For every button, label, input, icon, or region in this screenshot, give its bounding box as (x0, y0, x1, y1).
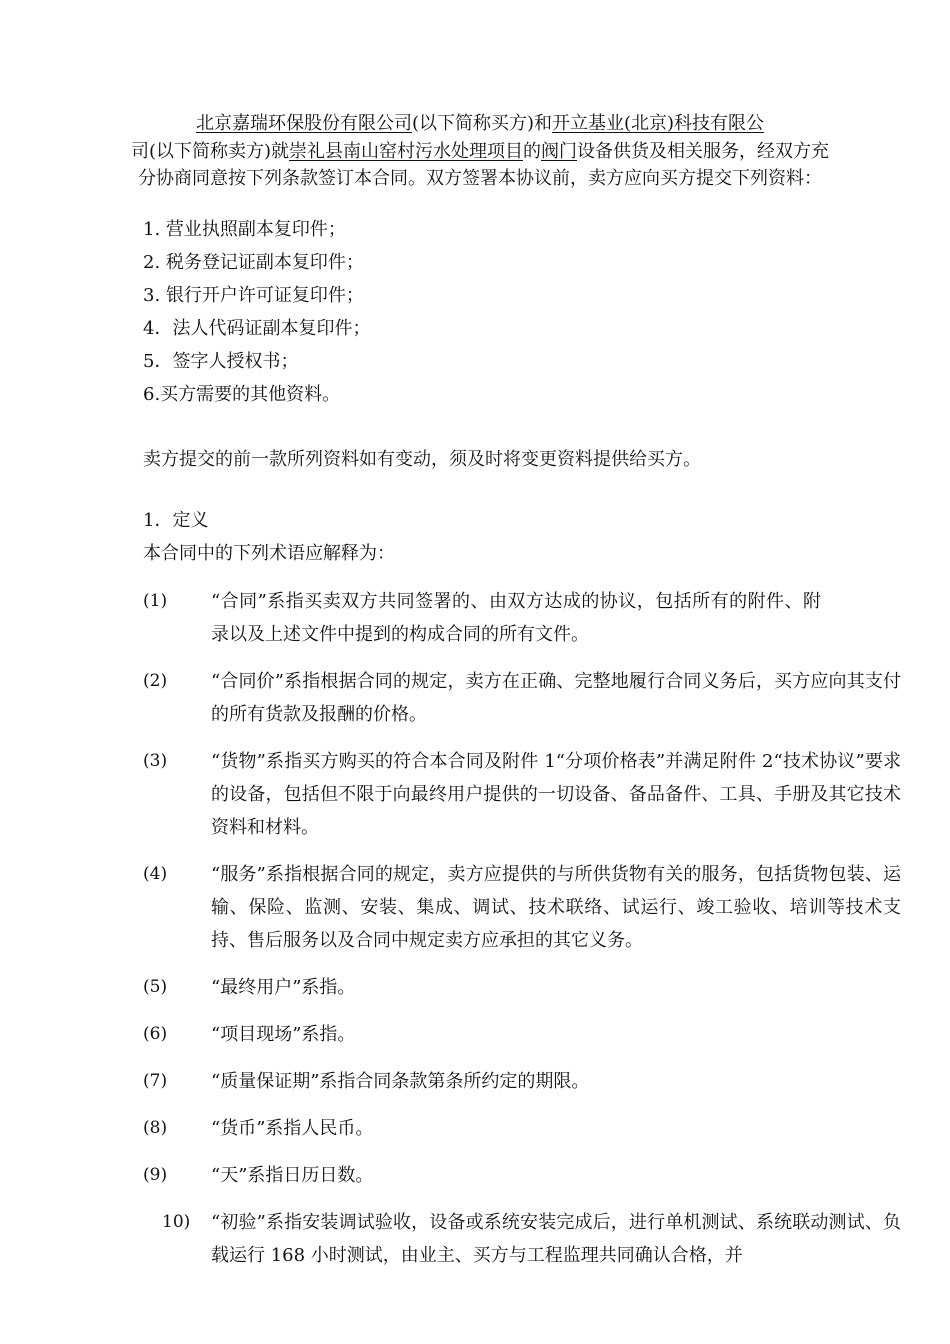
list-item: 4．法人代码证副本复印件； (143, 318, 371, 339)
definition-text: “货物”系指买方购买的符合本合同及附件 1“分项价格表”并满足附件 2“技术协议”要求的设备，包括但不限于向最终用户提供的一切设备、备品备件、工具、手册及其它技术资料和材料。 (211, 751, 901, 838)
definition-text: “货币”系指人民币。 (211, 1118, 374, 1139)
list-item: 5．签字人授权书； (143, 351, 299, 372)
section-title: 1．定义 (143, 510, 209, 531)
list-item: 3. 银行开户许可证复印件； (143, 285, 364, 306)
definition-text: “最终用户”系指。 (211, 977, 356, 998)
definition-text: “质量保证期”系指合同条款第条所约定的期限。 (211, 1071, 590, 1092)
definition-item (143, 745, 903, 844)
product-name: 阀门 (541, 140, 578, 162)
definition-item (143, 1018, 903, 1051)
definition-number: (3) (143, 751, 168, 771)
definition-item (143, 1065, 903, 1098)
definition-item (143, 971, 903, 1004)
list-item: 2. 税务登记证副本复印件； (143, 252, 364, 273)
section-intro: 本合同中的下列术语应解释为： (143, 543, 395, 564)
definition-number: (1) (143, 591, 168, 611)
definition-text: “天”系指日历日数。 (211, 1165, 374, 1186)
definition-text: “初验”系指安装调试验收，设备或系统安装完成后，进行单机测试、系统联动测试、负载运行 168 小时测试，由业主、买方与工程监理共同确认合格，并 (211, 1212, 901, 1266)
definition-number: 10) (162, 1212, 191, 1232)
definition-item (143, 1159, 903, 1192)
definition-text: “项目现场”系指。 (211, 1024, 356, 1045)
contract-intro (130, 110, 830, 193)
change-note: 卖方提交的前一款所列资料如有变动，须及时将变更资料提供给买方。 (143, 449, 701, 470)
definition-number: (9) (143, 1165, 168, 1185)
buyer-note: (以下简称买方)和 (411, 113, 552, 134)
seller-name-end: 司 (130, 140, 149, 162)
definition-number: (5) (143, 977, 168, 997)
definition-item (143, 1112, 903, 1145)
definition-text: “合同”系指买卖双方共同签署的、由双方达成的协议，包括所有的附件、附录以及上述文件中提到的构成合同的所有文件。 (211, 591, 821, 645)
definition-text: “合同价”系指根据合同的规定，卖方在正确、完整地履行合同义务后，买方应向其支付的所有货款及报酬的价格。 (211, 671, 901, 725)
buyer-name: 北京嘉瑞环保股份有限公司 (195, 113, 412, 134)
definition-text: “服务”系指根据合同的规定，卖方应提供的与所供货物有关的服务，包括货物包装、运输、保险、监测、安装、集成、调试、技术联络、试运行、竣工验收、培训等技术支持、售后服务以及合同中规定卖方应承担的其它义务。 (211, 864, 901, 951)
definition-number: (6) (143, 1024, 168, 1044)
definition-item (143, 665, 903, 731)
intro-rest: 设备供货及相关服务，经双方充分协商同意按下列条款签订本合同。双方签署本协议前，卖方应向买方提交下列资料： (138, 140, 830, 189)
definition-item (143, 585, 903, 651)
materials-list (143, 218, 370, 416)
definition-item (143, 1206, 903, 1272)
definitions-list (143, 585, 903, 1286)
seller-note: (以下简称卖方)就 (148, 140, 290, 162)
list-item: 6.买方需要的其他资料。 (143, 384, 341, 405)
seller-name: 开立基业(北京)科技有限公 (552, 113, 765, 134)
definition-number: (8) (143, 1118, 168, 1138)
definition-item (143, 858, 903, 957)
project-connector: 的 (523, 140, 542, 162)
project-name: 崇礼县南山窑村污水处理项目 (289, 140, 524, 162)
definition-number: (7) (143, 1071, 168, 1091)
list-item: 1. 营业执照副本复印件； (143, 219, 346, 240)
definition-number: (4) (143, 864, 168, 884)
definition-number: (2) (143, 671, 168, 691)
